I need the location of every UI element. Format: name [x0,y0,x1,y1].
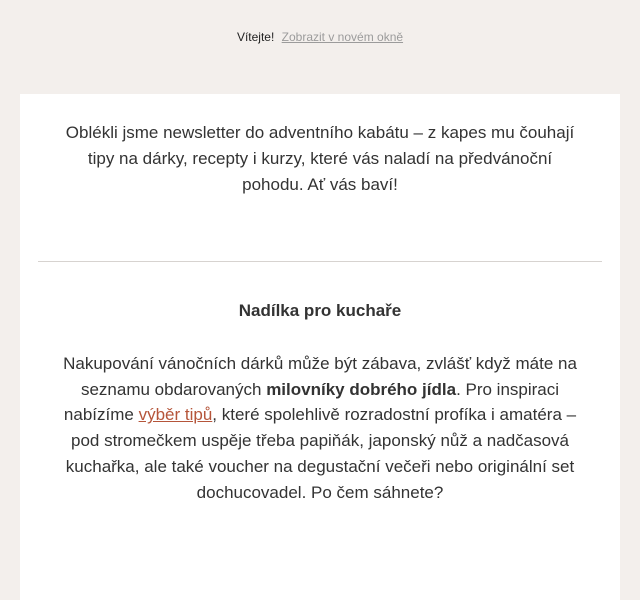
preheader [0,0,640,94]
section-body [58,351,582,505]
body-text-2: . Pro inspiraci nabízíme [63,379,560,425]
intro-paragraph: Oblékli jsme newsletter do adventního kabátu – z kapes mu čouhají tipy na dárky, recepty i kurzy, které vás naladí na předvánoční pohodu. Ať vás baví! [65,123,575,194]
content-section [58,299,582,505]
section-divider [38,261,602,262]
body-bold-text: milovníky dobrého jídla [266,379,457,399]
body-text-1: Nakupování vánočních dárků může být zábava, zvlášť když máte na seznamu obdarovaných [63,354,577,399]
welcome-text: Vítejte! [236,30,275,44]
section-title: Nadílka pro kuchaře [238,301,402,320]
newsletter-card [20,94,620,600]
body-text-3: , které spolehlivě rozradostní profíka i amatéra – pod stromečkem uspěje třeba papiňák, japonský nůž a nadčasová kuchařka, ale také voucher na degustační večeři nebo originální set dochucovadel. Po čem sáhnete? [65,405,577,502]
view-in-browser-link[interactable]: Zobrazit v novém okně [281,30,404,44]
tips-link[interactable]: výběr tipů [138,405,213,425]
